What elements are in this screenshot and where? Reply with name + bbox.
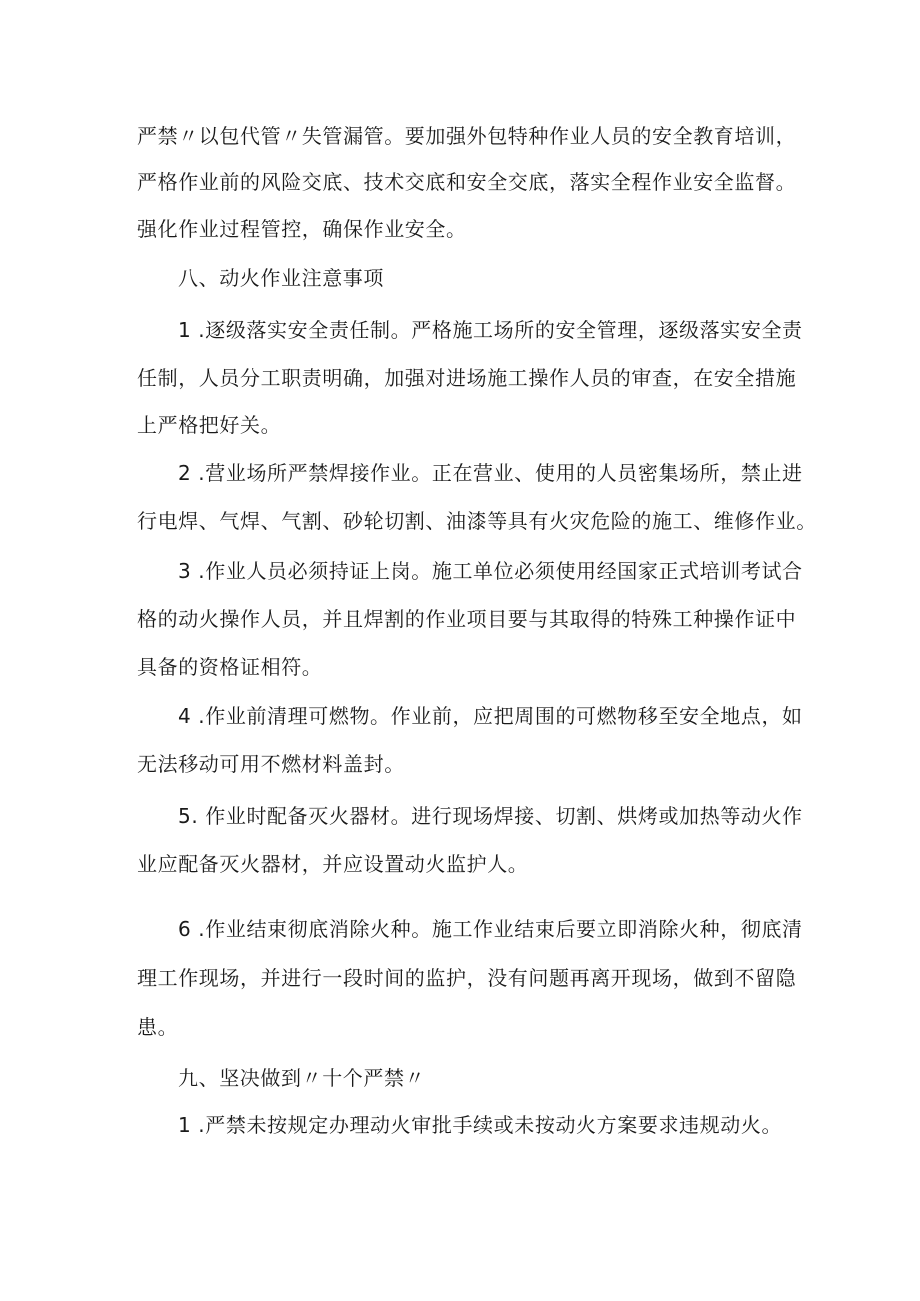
paragraph-line: 强化作业过程管控，确保作业安全。: [137, 217, 467, 241]
section-heading: 八、动火作业注意事项: [178, 266, 384, 290]
paragraph-line: 1 .逐级落实安全责任制。严格施工场所的安全管理，逐级落实安全责: [178, 318, 803, 342]
paragraph-line: 5. 作业时配备灭火器材。进行现场焊接、切割、烘烤或加热等动火作: [178, 804, 803, 828]
paragraph-line: 上严格把好关。: [137, 413, 282, 437]
paragraph-line: 业应配备灭火器材，并应设置动火监护人。: [137, 852, 529, 876]
paragraph-line: 4 .作业前清理可燃物。作业前，应把周围的可燃物移至安全地点，如: [178, 704, 803, 728]
paragraph-line: 6 .作业结束彻底消除火种。施工作业结束后要立即消除火种，彻底清: [178, 917, 803, 941]
paragraph-line: 无法移动可用不燃材料盖封。: [137, 752, 405, 776]
paragraph-line: 患。: [137, 1015, 179, 1039]
paragraph-line: 任制，人员分工职责明确，加强对进场施工操作人员的审查，在安全措施: [137, 366, 797, 390]
paragraph-line: 具备的资格证相符。: [137, 655, 323, 679]
paragraph-line: 行电焊、气焊、气割、砂轮切割、油漆等具有火灾危险的施工、维修作业。: [137, 509, 817, 533]
paragraph-line: 严格作业前的风险交底、技术交底和安全交底，落实全程作业安全监督。: [137, 170, 797, 194]
paragraph-line: 格的动火操作人员，并且焊割的作业项目要与其取得的特殊工种操作证中: [137, 607, 797, 631]
paragraph-line: 理工作现场，并进行一段时间的监护，没有问题再离开现场，做到不留隐: [137, 966, 797, 990]
paragraph-line: 2 .营业场所严禁焊接作业。正在营业、使用的人员密集场所，禁止进: [178, 461, 803, 485]
paragraph-line: 3 .作业人员必须持证上岗。施工单位必须使用经国家正式培训考试合: [178, 559, 803, 583]
paragraph-line: 1 .严禁未按规定办理动火审批手续或未按动火方案要求违规动火。: [178, 1113, 783, 1137]
paragraph-line: 严禁〃以包代管〃失管漏管。要加强外包特种作业人员的安全教育培训，: [137, 124, 797, 148]
section-heading: 九、坚决做到〃十个严禁〃: [178, 1066, 426, 1090]
